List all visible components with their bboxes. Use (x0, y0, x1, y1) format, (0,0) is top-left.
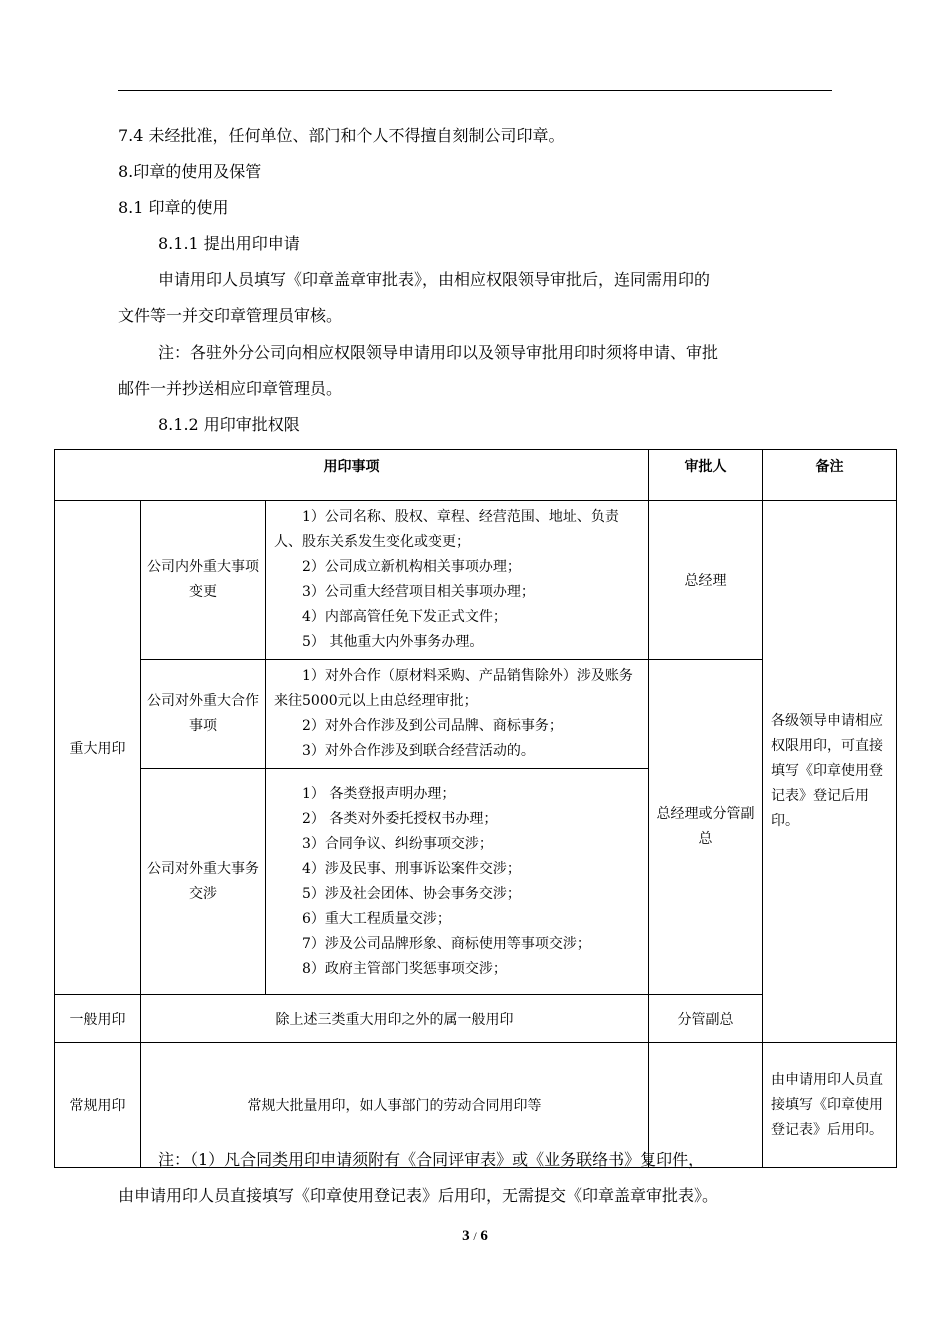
heading-8: 8.印章的使用及保管 (118, 162, 262, 181)
routine-use-remark: 由申请用印人员直接填写《印章使用登记表》后用印。 (763, 1043, 897, 1168)
header-rule (118, 90, 832, 91)
remark-major: 各级领导申请相应权限用印，可直接填写《印章使用登记表》登记后用印。 (763, 501, 897, 1043)
list-item: 5）涉及社会团体、协会事务交涉； (302, 885, 521, 902)
list-item: 3）公司重大经营项目相关事项办理； (302, 584, 535, 600)
paragraph-note-line2: 邮件一并抄送相应印章管理员。 (118, 379, 343, 398)
paragraph-apply-line1: 申请用印人员填写《印章盖章审批表》，由相应权限领导审批后，连同需用印的 (158, 270, 711, 289)
header-remark: 备注 (763, 450, 897, 501)
group-items-cooperation (266, 660, 649, 769)
header-matter: 用印事项 (55, 450, 649, 501)
approver-gm: 总经理 (649, 501, 763, 660)
heading-8-1-1: 8.1.1 提出用印申请 (158, 234, 300, 253)
footnote-line2: 由申请用印人员直接填写《印章使用登记表》后用印，无需提交《印章盖章审批表》。 (118, 1186, 719, 1205)
heading-8-1: 8.1 印章的使用 (118, 198, 229, 217)
page-current: 3 (462, 1228, 470, 1244)
list-item: 2）公司成立新机构相关事项办理； (302, 559, 521, 575)
paragraph-7-4: 7.4 未经批准，任何单位、部门和个人不得擅自刻制公司印章。 (118, 126, 565, 145)
list-item: 7）涉及公司品牌形象、商标使用等事项交涉； (302, 935, 591, 952)
heading-8-1-2: 8.1.2 用印审批权限 (158, 415, 300, 434)
list-item: 4）内部高管任免下发正式文件； (302, 609, 507, 625)
general-use-desc: 除上述三类重大用印之外的属一般用印 (141, 995, 649, 1043)
page-number (0, 1228, 950, 1245)
group-name-internal: 公司内外重大事项变更 (141, 501, 266, 660)
footnote-line1: 注：（1）凡合同类用印申请须附有《合同评审表》或《业务联络书》复印件， (158, 1150, 705, 1169)
page-total: 6 (480, 1228, 488, 1244)
list-item: 4）涉及民事、刑事诉讼案件交涉； (302, 860, 521, 877)
list-item: 2）对外合作涉及到公司品牌、商标事务； (302, 718, 563, 734)
group-items-negotiation (266, 769, 649, 995)
group-items-internal (266, 501, 649, 660)
list-item: 1） 各类登报声明办理； (302, 785, 456, 802)
paragraph-apply-line2: 文件等一并交印章管理员审核。 (118, 306, 343, 325)
group-name-cooperation: 公司对外重大合作事项 (141, 660, 266, 769)
approver-gm-or-vp: 总经理或分管副总 (649, 660, 763, 995)
page-separator: / (473, 1229, 477, 1243)
major-use-label: 重大用印 (55, 501, 141, 995)
list-item: 2） 各类对外委托授权书办理； (302, 810, 498, 827)
list-item: 5） 其他重大内外事务办理。 (302, 634, 484, 650)
list-item: 8）政府主管部门奖惩事项交涉； (302, 960, 507, 977)
paragraph-note-line1: 注：各驻外分公司向相应权限领导申请用印以及领导审批用印时须将申请、审批 (158, 343, 719, 362)
group-name-negotiation: 公司对外重大事务交涉 (141, 769, 266, 995)
table-header-row (55, 450, 897, 501)
routine-use-label: 常规用印 (55, 1043, 141, 1168)
list-item: 1）对外合作（原材料采购、产品销售除外）涉及账务来往5000元以上由总经理审批； (274, 668, 633, 709)
header-approver: 审批人 (649, 450, 763, 501)
list-item: 3）对外合作涉及到联合经营活动的。 (302, 743, 535, 759)
list-item: 6）重大工程质量交涉； (302, 910, 451, 927)
approval-authority-table (54, 449, 897, 1168)
list-item: 1）公司名称、股权、章程、经营范围、地址、负责人、股东关系发生变化或变更； (274, 509, 619, 550)
general-use-approver: 分管副总 (649, 995, 763, 1043)
general-use-label: 一般用印 (55, 995, 141, 1043)
routine-use-desc: 常规大批量用印，如人事部门的劳动合同用印等 (141, 1043, 649, 1168)
table-row (55, 501, 897, 660)
list-item: 3）合同争议、纠纷事项交涉； (302, 835, 493, 852)
